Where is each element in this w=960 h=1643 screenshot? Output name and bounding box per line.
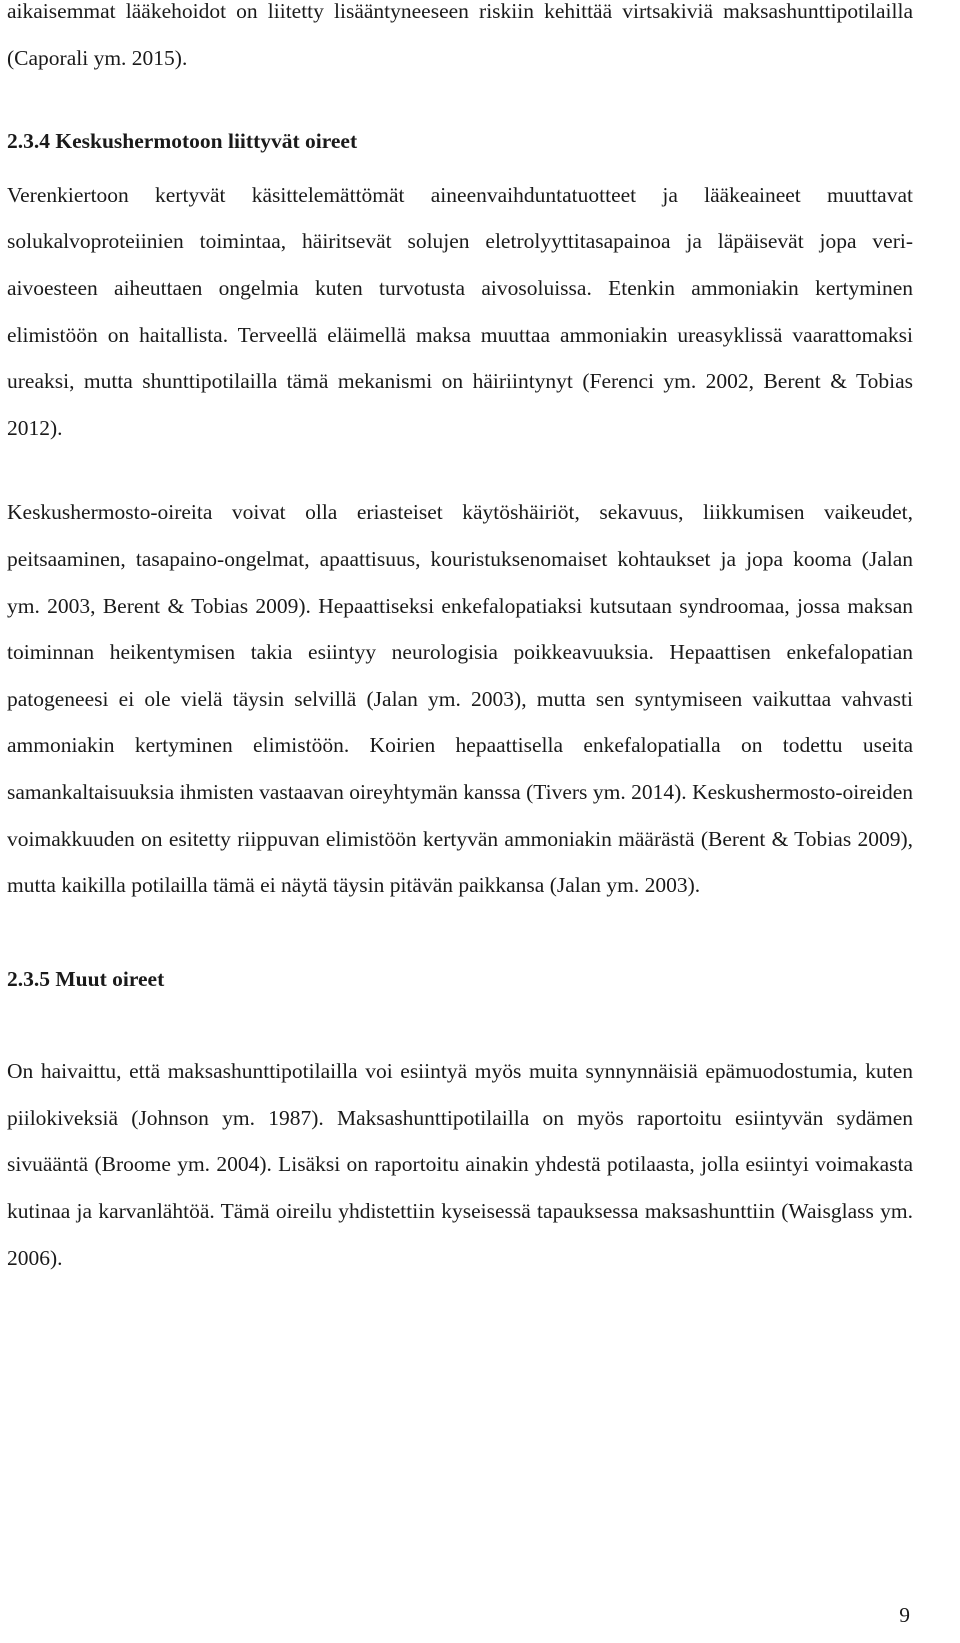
paragraph-2-3-4-2: Keskushermosto-oireita voivat olla eriasteiset käytöshäiriöt, sekavuus, liikkumisen vaikeudet, peitsaaminen, tasapaino-ongelmat, apaattisuus, kouristuksenomaiset kohtaukset ja jopa kooma (Jalan ym. 2003, Berent & Tobias 2009). Hepaattiseksi enkefalopatiaksi kutsutaan syndroomaa, jossa maksan toiminnan heikentymisen takia esiintyy neurologisia poikkeavuuksia. Hepaattisen enkefalopatian patogeneesi ei ole vielä täysin selvillä (Jalan ym. 2003), mutta sen syntymiseen vaikuttaa vahvasti ammoniakin kertyminen elimistöön. Koirien hepaattisella enkefalopatialla on todettu useita samankaltaisuuksia ihmisten vastaavan oireyhtymän kanssa (Tivers ym. 2014). Keskushermosto-oireiden voimakkuuden on esitetty riippuvan elimistöön kertyvän ammoniakin määrästä (Berent & Tobias 2009), mutta kaikilla potilailla tämä ei näytä täysin pitävän paikkansa (Jalan ym. 2003).: [7, 500, 913, 898]
section-heading-2-3-5: 2.3.5 Muut oireet: [7, 966, 165, 991]
spacer: [7, 165, 913, 172]
paragraph-2-3-5-1: On haivaittu, että maksashunttipotilailla voi esiintyä myös muita synnynnäisiä epämuodostumia, kuten piilokiveksiä (Johnson ym. 1987). Maksashunttipotilailla on myös raportoitu esiintyvän sydämen sivuääntä (Broome ym. 2004). Lisäksi on raportoitu ainakin yhdestä potilaasta, jolla esiintyi voimakasta kutinaa ja karvanlähtöä. Tämä oireilu yhdistettiin kyseisessä tapauksessa maksashunttiin (Waisglass ym. 2006).: [7, 1059, 913, 1270]
paragraph-2-3-4-1: Verenkiertoon kertyvät käsittelemättömät aineenvaihduntatuotteet ja lääkeaineet muuttavat solukalvoproteiinien toimintaa, häiritsevät solujen eletrolyyttitasapainoa ja läpäisevät jopa veri-aivoesteen aiheuttaen ongelmia kuten turvotusta aivosoluissa. Etenkin ammoniakin kertyminen elimistöön on haitallista. Terveellä eläimellä maksa muuttaa ammoniakin ureasyklissä vaarattomaksi ureaksi, mutta shunttipotilailla tämä mekanismi on häiriintynyt (Ferenci ym. 2002, Berent & Tobias 2012).: [7, 182, 913, 440]
spacer: [7, 1002, 913, 1048]
spacer: [7, 909, 913, 956]
section-heading-2-3-4: 2.3.4 Keskushermotoon liittyvät oireet: [7, 129, 358, 154]
paragraph-top-fragment: aikaisemmat lääkehoidot on liitetty lisääntyneeseen riskiin kehittää virtsakiviä maksashunttipotilailla (Caporali ym. 2015).: [7, 0, 913, 70]
spacer: [7, 451, 913, 489]
spacer: [7, 81, 913, 118]
page-number: 9: [899, 1603, 910, 1627]
document-page: [7, 0, 913, 1281]
